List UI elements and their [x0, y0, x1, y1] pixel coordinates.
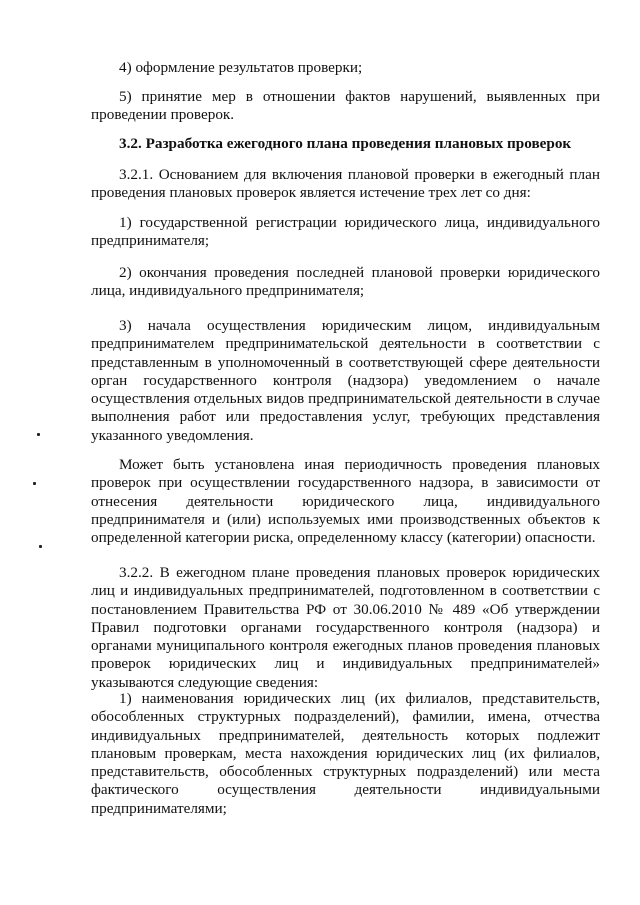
paragraph-3-2-1: 3.2.1. Основанием для включения плановой проверки в ежегодный план проведения плановых проверок является истечение трех лет со дня:	[91, 166, 600, 202]
paragraph-item-3-start-activity: 3) начала осуществления юридическим лицом, индивидуальным предпринимателем предпринимательской деятельности в соответствии с представленным в уполномоченный в соответствующей сфере деятельности орган государственного контроля (надзора) уведомлением о начале осуществления отдельных видов предпринимательской деятельности в случае выполнения работ или предоставления услуг, требующих представления указанного уведомления.	[91, 317, 600, 444]
scan-speck	[37, 433, 40, 436]
scan-speck	[33, 482, 36, 485]
paragraph-3-2-2: 3.2.2. В ежегодном плане проведения плановых проверок юридических лиц и индивидуальных предпринимателей, подготовленном в соответствии с постановлением Правительства РФ от 30.06.2010 № 489 «Об утверждении Правил подготовки органами государственного контроля (надзора) и органами муниципального контроля ежегодных планов проведения плановых проверок юридических лиц и индивидуальных предпринимателей» указываются следующие сведения:	[91, 564, 600, 691]
scan-speck	[39, 545, 42, 548]
paragraph-item-2-last-inspection: 2) окончания проведения последней плановой проверки юридического лица, индивидуального предпринимателя;	[91, 264, 600, 300]
paragraph-item-1-names: 1) наименования юридических лиц (их филиалов, представительств, обособленных структурных подразделений), фамилии, имена, отчества индивидуальных предпринимателей, деятельность которых подлежит плановым проверкам, места нахождения юридических лиц (их филиалов, представительств, обособленных структурных подразделений) или места фактического осуществления деятельности индивидуальными предпринимателями;	[91, 690, 600, 817]
paragraph-periodicity: Может быть установлена иная периодичность проведения плановых проверок при осуществлении государственного надзора, в зависимости от отнесения деятельности юридического лица, индивидуального предпринимателя и (или) используемых ими производственных объектов к определенной категории риска, определенному классу (категории) опасности.	[91, 456, 600, 547]
paragraph-item-1-registration: 1) государственной регистрации юридического лица, индивидуального предпринимателя;	[91, 214, 600, 250]
section-heading-3-2: 3.2. Разработка ежегодного плана проведения плановых проверок	[119, 135, 572, 152]
paragraph-item-4-results: 4) оформление результатов проверки;	[119, 59, 363, 76]
paragraph-item-5-measures: 5) принятие мер в отношении фактов нарушений, выявленных при проведении проверок.	[91, 88, 600, 124]
